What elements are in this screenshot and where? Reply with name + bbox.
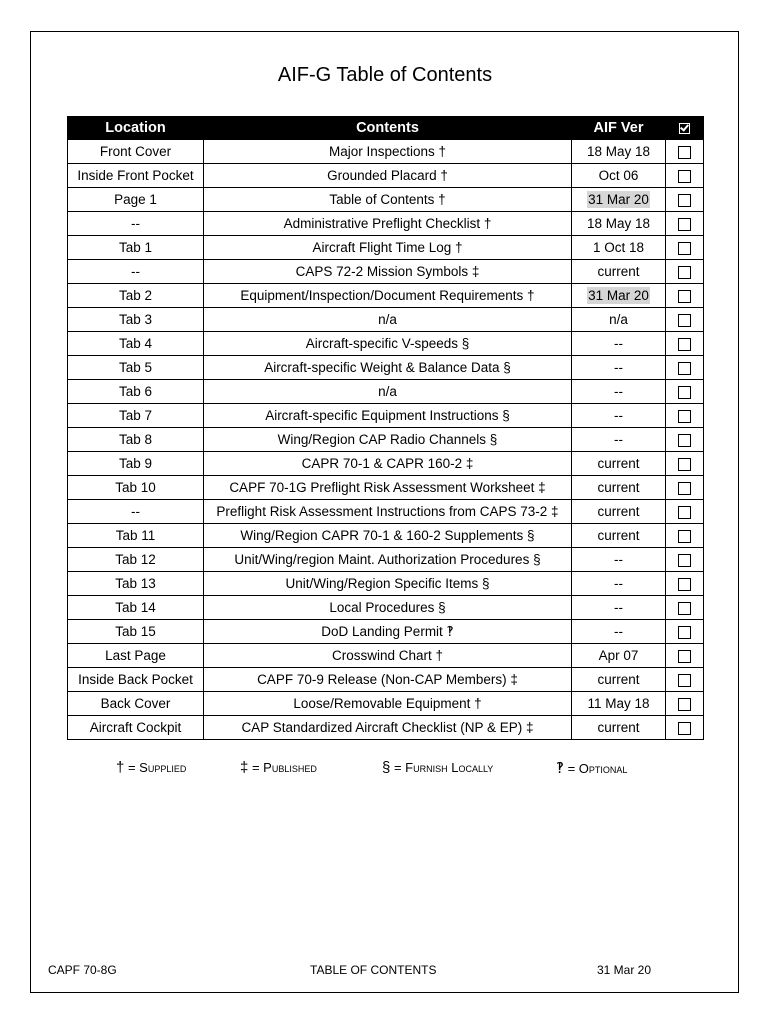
table-row bbox=[68, 524, 704, 548]
checkbox[interactable] bbox=[678, 626, 691, 639]
checkbox-cell bbox=[666, 716, 704, 740]
version-cell bbox=[572, 644, 666, 668]
legend-label: = Furnish Locally bbox=[390, 760, 494, 775]
legend-furnish-locally bbox=[382, 759, 493, 776]
version-cell bbox=[572, 356, 666, 380]
version-cell bbox=[572, 140, 666, 164]
version-text: current bbox=[597, 672, 640, 687]
checkbox[interactable] bbox=[678, 338, 691, 351]
version-text: -- bbox=[614, 552, 623, 567]
location-cell: Tab 7 bbox=[68, 404, 204, 428]
location-cell: Back Cover bbox=[68, 692, 204, 716]
checkbox-cell bbox=[666, 476, 704, 500]
table-row bbox=[68, 572, 704, 596]
contents-cell: Aircraft-specific Weight & Balance Data § bbox=[204, 356, 572, 380]
checkbox-cell bbox=[666, 404, 704, 428]
checkbox-cell bbox=[666, 620, 704, 644]
location-cell: -- bbox=[68, 212, 204, 236]
location-cell: Aircraft Cockpit bbox=[68, 716, 204, 740]
contents-cell: Table of Contents † bbox=[204, 188, 572, 212]
version-text: -- bbox=[614, 600, 623, 615]
checkbox-cell bbox=[666, 548, 704, 572]
version-text: -- bbox=[614, 384, 623, 399]
checkbox-cell bbox=[666, 188, 704, 212]
header-row bbox=[68, 117, 704, 140]
checkbox[interactable] bbox=[678, 554, 691, 567]
location-cell: Tab 12 bbox=[68, 548, 204, 572]
checkbox-cell bbox=[666, 668, 704, 692]
contents-cell: Preflight Risk Assessment Instructions from CAPS 73-2 ‡ bbox=[204, 500, 572, 524]
checkbox-checked-icon bbox=[679, 123, 690, 134]
document-title: AIF-G Table of Contents bbox=[277, 64, 493, 86]
version-cell bbox=[572, 236, 666, 260]
version-text: 11 May 18 bbox=[587, 696, 650, 711]
checkbox[interactable] bbox=[678, 674, 691, 687]
location-cell: Tab 9 bbox=[68, 452, 204, 476]
version-cell bbox=[572, 548, 666, 572]
legend-optional bbox=[556, 759, 627, 777]
checkbox-cell bbox=[666, 212, 704, 236]
toc-table bbox=[67, 116, 704, 740]
version-text: current bbox=[597, 528, 640, 543]
checkbox[interactable] bbox=[678, 434, 691, 447]
table-row bbox=[68, 260, 704, 284]
checkbox-cell bbox=[666, 260, 704, 284]
table-row bbox=[68, 284, 704, 308]
contents-cell: Crosswind Chart † bbox=[204, 644, 572, 668]
version-text: -- bbox=[614, 336, 623, 351]
location-cell: Tab 13 bbox=[68, 572, 204, 596]
legend bbox=[0, 759, 770, 779]
location-cell: Page 1 bbox=[68, 188, 204, 212]
table-row bbox=[68, 692, 704, 716]
contents-cell: n/a bbox=[204, 380, 572, 404]
version-cell bbox=[572, 188, 666, 212]
version-text: 31 Mar 20 bbox=[588, 288, 649, 303]
contents-cell: CAPS 72-2 Mission Symbols ‡ bbox=[204, 260, 572, 284]
version-cell bbox=[572, 332, 666, 356]
location-cell: Tab 14 bbox=[68, 596, 204, 620]
version-cell bbox=[572, 380, 666, 404]
interrobang-icon: ‽ bbox=[556, 760, 564, 777]
checkbox[interactable] bbox=[678, 266, 691, 279]
checkbox[interactable] bbox=[678, 290, 691, 303]
location-cell: Tab 5 bbox=[68, 356, 204, 380]
legend-label: = Supplied bbox=[124, 760, 187, 775]
contents-cell: n/a bbox=[204, 308, 572, 332]
contents-cell: Grounded Placard † bbox=[204, 164, 572, 188]
checkbox[interactable] bbox=[678, 458, 691, 471]
version-cell bbox=[572, 476, 666, 500]
checkbox[interactable] bbox=[678, 722, 691, 735]
section-sign-icon: § bbox=[382, 759, 391, 776]
checkbox[interactable] bbox=[678, 362, 691, 375]
checkbox[interactable] bbox=[678, 650, 691, 663]
table-row bbox=[68, 500, 704, 524]
checkbox[interactable] bbox=[678, 218, 691, 231]
version-text: Apr 07 bbox=[598, 648, 639, 663]
table-row bbox=[68, 404, 704, 428]
double-dagger-icon: ‡ bbox=[240, 759, 249, 776]
checkbox-cell bbox=[666, 284, 704, 308]
legend-published bbox=[240, 759, 317, 776]
version-text: -- bbox=[614, 408, 623, 423]
table-row bbox=[68, 548, 704, 572]
checkbox[interactable] bbox=[678, 530, 691, 543]
footer-section: TABLE OF CONTENTS bbox=[310, 963, 437, 977]
version-cell bbox=[572, 260, 666, 284]
location-cell: Inside Back Pocket bbox=[68, 668, 204, 692]
location-cell: Tab 3 bbox=[68, 308, 204, 332]
contents-cell: Unit/Wing/Region Specific Items § bbox=[204, 572, 572, 596]
location-cell: Last Page bbox=[68, 644, 204, 668]
checkbox-cell bbox=[666, 332, 704, 356]
checkbox[interactable] bbox=[678, 482, 691, 495]
checkbox-cell bbox=[666, 380, 704, 404]
contents-cell: Aircraft Flight Time Log † bbox=[204, 236, 572, 260]
table-row bbox=[68, 716, 704, 740]
version-text: current bbox=[597, 456, 640, 471]
checkbox-cell bbox=[666, 236, 704, 260]
checkbox-cell bbox=[666, 644, 704, 668]
table-row bbox=[68, 596, 704, 620]
version-cell bbox=[572, 164, 666, 188]
location-cell: Tab 8 bbox=[68, 428, 204, 452]
version-cell bbox=[572, 452, 666, 476]
location-cell: Front Cover bbox=[68, 140, 204, 164]
checkbox-cell bbox=[666, 524, 704, 548]
location-cell: Tab 11 bbox=[68, 524, 204, 548]
version-cell bbox=[572, 308, 666, 332]
table-row bbox=[68, 620, 704, 644]
location-cell: Tab 6 bbox=[68, 380, 204, 404]
version-cell bbox=[572, 284, 666, 308]
checkbox[interactable] bbox=[678, 242, 691, 255]
checkbox[interactable] bbox=[678, 386, 691, 399]
version-text: 18 May 18 bbox=[586, 144, 651, 159]
contents-cell: Wing/Region CAP Radio Channels § bbox=[204, 428, 572, 452]
checkbox-cell bbox=[666, 140, 704, 164]
version-text: -- bbox=[614, 576, 623, 591]
contents-cell: Unit/Wing/region Maint. Authorization Procedures § bbox=[204, 548, 572, 572]
footer-date: 31 Mar 20 bbox=[597, 963, 652, 977]
version-cell bbox=[572, 524, 666, 548]
version-text: -- bbox=[614, 432, 623, 447]
contents-cell: Loose/Removable Equipment † bbox=[204, 692, 572, 716]
checkbox-cell bbox=[666, 596, 704, 620]
version-text: -- bbox=[614, 624, 623, 639]
location-cell: Tab 15 bbox=[68, 620, 204, 644]
contents-cell: Wing/Region CAPR 70-1 & 160-2 Supplements § bbox=[204, 524, 572, 548]
location-cell: Tab 1 bbox=[68, 236, 204, 260]
version-cell bbox=[572, 500, 666, 524]
dagger-icon: † bbox=[116, 759, 125, 776]
location-cell: -- bbox=[68, 500, 204, 524]
table-row bbox=[68, 668, 704, 692]
checkbox-cell bbox=[666, 164, 704, 188]
contents-cell: Major Inspections † bbox=[204, 140, 572, 164]
version-cell bbox=[572, 692, 666, 716]
version-text: current bbox=[597, 720, 640, 735]
table-row bbox=[68, 452, 704, 476]
table-row bbox=[68, 140, 704, 164]
legend-supplied bbox=[116, 759, 186, 776]
legend-label: = Optional bbox=[563, 761, 628, 776]
checkbox[interactable] bbox=[678, 194, 691, 207]
checkbox-cell bbox=[666, 500, 704, 524]
table-row bbox=[68, 476, 704, 500]
header-contents: Contents bbox=[204, 117, 572, 140]
contents-cell: Local Procedures § bbox=[204, 596, 572, 620]
checkbox[interactable] bbox=[678, 506, 691, 519]
checkbox[interactable] bbox=[678, 698, 691, 711]
checkbox[interactable] bbox=[678, 602, 691, 615]
contents-cell: Administrative Preflight Checklist † bbox=[204, 212, 572, 236]
table-row bbox=[68, 332, 704, 356]
version-text: n/a bbox=[609, 312, 628, 327]
location-cell: Tab 2 bbox=[68, 284, 204, 308]
version-cell bbox=[572, 716, 666, 740]
version-cell bbox=[572, 620, 666, 644]
checkbox[interactable] bbox=[678, 146, 691, 159]
legend-label: = Published bbox=[248, 760, 317, 775]
checkbox-cell bbox=[666, 452, 704, 476]
checkbox[interactable] bbox=[678, 314, 691, 327]
location-cell: Tab 10 bbox=[68, 476, 204, 500]
checkbox[interactable] bbox=[678, 578, 691, 591]
version-text: 18 May 18 bbox=[586, 216, 651, 231]
contents-cell: Aircraft-specific Equipment Instructions § bbox=[204, 404, 572, 428]
checkbox-cell bbox=[666, 692, 704, 716]
header-check bbox=[666, 117, 704, 140]
checkbox-cell bbox=[666, 572, 704, 596]
table-row bbox=[68, 308, 704, 332]
contents-cell: CAPF 70-1G Preflight Risk Assessment Worksheet ‡ bbox=[204, 476, 572, 500]
location-cell: -- bbox=[68, 260, 204, 284]
header-location: Location bbox=[68, 117, 204, 140]
version-text: -- bbox=[614, 360, 623, 375]
table-row bbox=[68, 428, 704, 452]
version-text: 1 Oct 18 bbox=[592, 240, 645, 255]
checkbox[interactable] bbox=[678, 170, 691, 183]
checkbox-cell bbox=[666, 428, 704, 452]
footer-form-number: CAPF 70-8G bbox=[48, 963, 117, 977]
version-text: current bbox=[597, 480, 640, 495]
checkbox[interactable] bbox=[678, 410, 691, 423]
contents-cell: DoD Landing Permit ‽ bbox=[204, 620, 572, 644]
table-row bbox=[68, 164, 704, 188]
table-row bbox=[68, 236, 704, 260]
table-row bbox=[68, 212, 704, 236]
contents-cell: Equipment/Inspection/Document Requirements † bbox=[204, 284, 572, 308]
version-text: Oct 06 bbox=[598, 168, 639, 183]
version-cell bbox=[572, 212, 666, 236]
checkbox-cell bbox=[666, 308, 704, 332]
location-cell: Tab 4 bbox=[68, 332, 204, 356]
table-row bbox=[68, 644, 704, 668]
version-cell bbox=[572, 404, 666, 428]
version-cell bbox=[572, 668, 666, 692]
version-text: current bbox=[597, 264, 640, 279]
header-aif-ver: AIF Ver bbox=[572, 117, 666, 140]
version-text: 31 Mar 20 bbox=[588, 192, 649, 207]
table-row bbox=[68, 356, 704, 380]
contents-cell: CAP Standardized Aircraft Checklist (NP & EP) ‡ bbox=[204, 716, 572, 740]
location-cell: Inside Front Pocket bbox=[68, 164, 204, 188]
table-row bbox=[68, 188, 704, 212]
contents-cell: CAPR 70-1 & CAPR 160-2 ‡ bbox=[204, 452, 572, 476]
checkbox-cell bbox=[666, 356, 704, 380]
version-cell bbox=[572, 596, 666, 620]
version-cell bbox=[572, 572, 666, 596]
version-cell bbox=[572, 428, 666, 452]
table-row bbox=[68, 380, 704, 404]
version-text: current bbox=[597, 504, 640, 519]
contents-cell: Aircraft-specific V-speeds § bbox=[204, 332, 572, 356]
contents-cell: CAPF 70-9 Release (Non-CAP Members) ‡ bbox=[204, 668, 572, 692]
